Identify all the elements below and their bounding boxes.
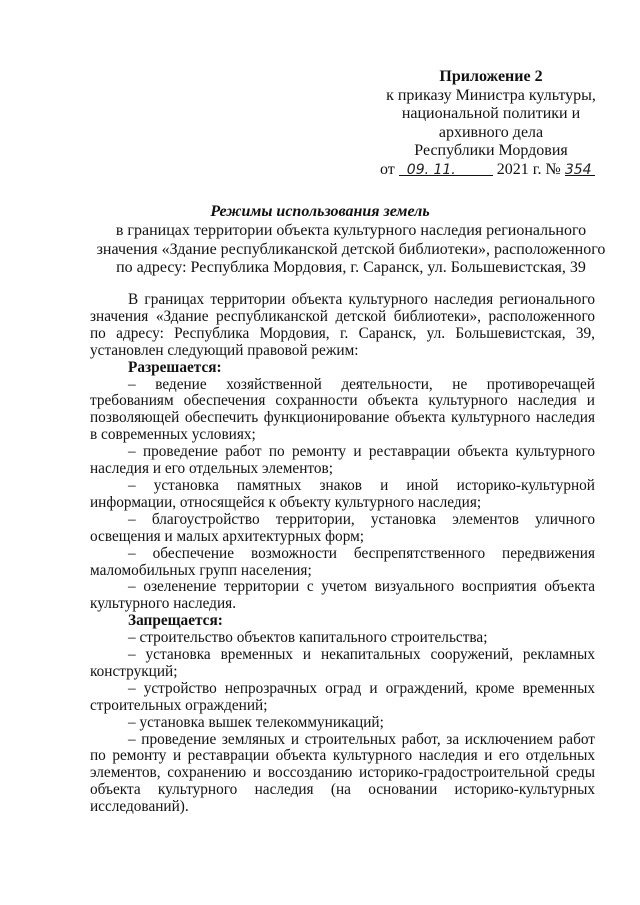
document-body	[90, 292, 595, 816]
document-subtitle: в границах территории объекта культурного наследия регионального значения «Здание республиканской детской библиотеки», расположенного по адресу: Республика Мордовия, г. Саранск, ул. Большевистская, 39	[96, 222, 606, 276]
order-number: 354	[564, 161, 592, 178]
intro-paragraph: В границах территории объекта культурного наследия регионального значения «Здание республиканской детской библиотеки», расположенного по адресу: Республика Мордовия, г. Саранск, ул. Большевистская, 39, установлен следующий правовой режим:	[90, 291, 595, 359]
appendix-line: национальной политики и	[401, 105, 581, 122]
forbidden-item: – строительство объектов капитального строительства;	[128, 629, 488, 647]
appendix-line: Республики Мордовия	[414, 142, 568, 159]
forbidden-item: – установка вышек телекоммуникаций;	[128, 713, 384, 731]
document-title: Режимы использования земель	[210, 203, 430, 220]
order-number-field	[565, 161, 595, 176]
allowed-item: – благоустройство территории, установка элементов уличного освещения и малых архитектурных форм;	[90, 510, 595, 545]
allowed-item: – ведение хозяйственной деятельности, не противоречащей требованиям обеспечения сохранности объекта культурного наследия и позволяющей обеспечить функционирование объекта культурного наследия в современных условиях;	[90, 375, 595, 444]
forbidden-item: – установка временных и некапитальных сооружений, рекламных конструкций;	[90, 646, 595, 680]
order-year: 2021 г. №	[496, 160, 561, 178]
forbidden-item: – проведение земляных и строительных работ, за исключением работ по ремонту и реставрации объекта культурного наследия и его отдельных элементов, сохранению и воссозданию историко-градостроительной среды объекта культурного наследия (на основании историко-культурных исследований).	[90, 730, 595, 816]
order-date-field	[399, 161, 493, 176]
order-line	[372, 161, 610, 180]
forbidden-item: – устройство непрозрачных оград и ограждений, кроме временных строительных ограждений;	[90, 679, 595, 714]
appendix-line: к приказу Министра культуры,	[386, 86, 596, 104]
appendix-header	[372, 68, 610, 179]
order-prefix: от	[380, 160, 395, 178]
forbidden-heading: Запрещается:	[128, 612, 223, 630]
allowed-item: – обеспечение возможности беспрепятственного передвижения маломобильных групп населения;	[90, 544, 595, 579]
appendix-title: Приложение 2	[439, 68, 543, 85]
order-date: 09. 11.	[406, 161, 456, 178]
allowed-item: – установка памятных знаков и иной историко-культурной информации, относящейся к объекту культурного наследия;	[90, 476, 595, 511]
appendix-line: архивного дела	[438, 123, 544, 141]
allowed-heading: Разрешается:	[128, 358, 222, 376]
allowed-item: – проведение работ по ремонту и реставрации объекта культурного наследия и его отдельных элементов;	[90, 443, 595, 478]
allowed-item: – озеленение территории с учетом визуального восприятия объекта культурного наследия.	[90, 578, 595, 613]
